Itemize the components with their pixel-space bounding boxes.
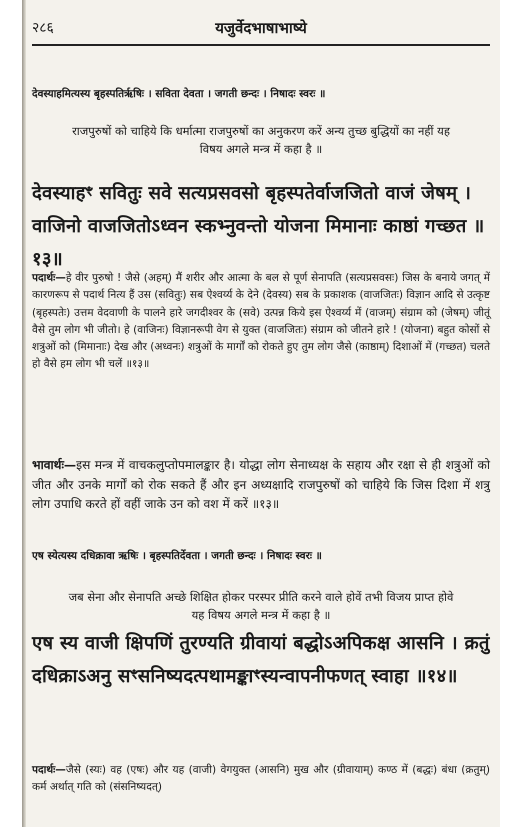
mantra-14-intro: जब सेना और सेनापति अच्छे शिक्षित होकर परस्पर प्रीति करने वाले होवें तभी विजय प्राप्त होवे यह विषय अगले मन्त्र में कहा है ॥ <box>68 590 454 622</box>
page-edge-shadow <box>22 0 26 827</box>
page-number: २८६ <box>32 20 54 36</box>
running-title: यजुर्वेदभाषाभाष्ये <box>215 19 307 37</box>
header-rule <box>32 44 490 46</box>
padarth-label: पदार्थः— <box>32 272 66 284</box>
mantra-14-text: एष स्य वाजी क्षिपणिं तुरण्यति ग्रीवायां बद्धोऽअपिकक्ष आसनि । क्रतुं दधिक्राऽअनु सꣳसनिष्यदत्पथामङ्काꣳस्यन्वापनीफणत् स्वाहा ॥१४॥ <box>32 633 490 687</box>
padarth-text-14: जैसे (स्यः) वह (एषः) और यह (वाजी) वेगयुक्त (आसनि) मुख और (ग्रीवायाम्) कण्ठ में (बद्धः) बंधा (क्रतुम्) कर्म अर्थात् गति को (संसनिष्यदत्) <box>32 764 490 794</box>
padarth-text: हे वीर पुरुषो ! जैसे (अहम्) मैं शरीर और आत्मा के बल से पूर्ण सेनापति (सत्यप्रसवसः) जिस के बनाये जगत् में कारणरूप से पदार्थ नित्य हैं उस (सवितुः) सब ऐश्वर्य्य के देने (देवस्य) सब के प्रकाशक (वाजजितः) विज्ञान आदि से उत्कृष्ट (बृहस्पतेः) उत्तम वेदवाणी के पालने हारे जगदीश्वर के (सवे) उत्पन्न किये इस ऐश्वर्य्य में (वाजम्) संग्राम को (जेषम्) जीतूं वैसे तुम लोग भी जीतो। हे (वाजिनः) विज्ञानरूपी वेग से युक्त (वाजजितः) संग्राम को जीतने हारे ! (योजना) बहुत कोसों से शत्रुओं को (मिमानाः) देख और (अध्वनः) शत्रुओं के मार्गों को रोकते हुए तुम लोग जैसे (काष्ठाम्) दिशाओं में (गच्छत) चलते हो वैसे हम लोग भी चलें ॥१३॥ <box>32 272 490 371</box>
mantra-13-meta: देवस्याहमित्यस्य बृहस्पतिर्ऋषिः । सविता देवता । जगती छन्दः । निषादः स्वरः ॥ <box>32 88 326 100</box>
mantra-13-text: देवस्याहꣳ सवितुः सवे सत्यप्रसवसो बृहस्पतेर्वाजजितो वाजं जेषम् । वाजिनो वाजजितोऽध्वन स्कभ्नुवन्तो योजना मिमानाः काष्ठां गच्छत ॥१३॥ <box>32 183 485 270</box>
mantra-13-padarth <box>32 270 490 374</box>
mantra-13-intro: राजपुरुषों को चाहिये कि धर्मात्मा राजपुरुषों का अनुकरण करें अन्य तुच्छ बुद्धियों का नहीं यह विषय अगले मन्त्र में कहा है ॥ <box>72 124 450 156</box>
padarth-label-14: पदार्थः— <box>32 764 66 776</box>
mantra-13-bhavarth <box>32 456 490 515</box>
bhavarth-label: भावार्थः— <box>32 458 77 472</box>
bhavarth-text: इस मन्त्र में वाचकलुप्तोपमालङ्कार है। योद्धा लोग सेनाध्यक्ष के सहाय और रक्षा से ही शत्रुओं को जीत और उनके मार्गों को रोक सकते हैं और इन अध्यक्षादि राजपुरुषों को चाहिये कि जिस दिशा में शत्रु लोग उपाधि करते हों वहीं जाके उन को वश में करें ॥१३॥ <box>32 458 490 511</box>
mantra-14-meta: एष स्येत्यस्य दधिक्रावा ऋषिः । बृहस्पतिर्देवता । जगती छन्दः । निषादः स्वरः ॥ <box>32 550 322 562</box>
mantra-14-padarth <box>32 762 490 797</box>
page-header <box>32 18 490 42</box>
book-page <box>22 0 500 827</box>
